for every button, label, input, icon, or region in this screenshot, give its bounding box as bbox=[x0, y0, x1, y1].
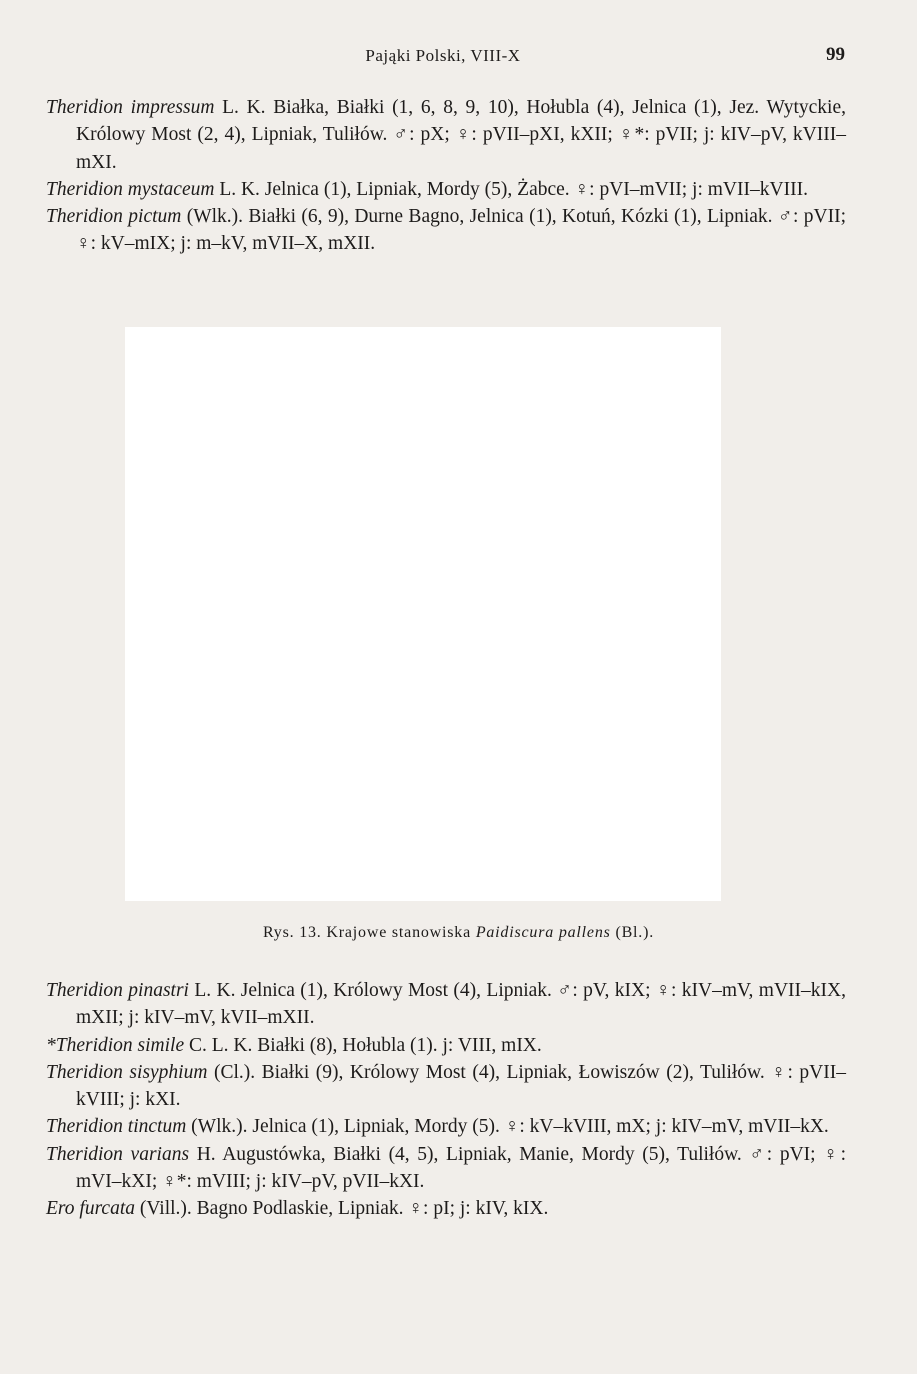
species-name: Theridion tinctum bbox=[46, 1116, 187, 1138]
species-entry bbox=[46, 1141, 846, 1196]
species-entry bbox=[46, 94, 846, 176]
species-entry bbox=[46, 1032, 846, 1059]
species-entry bbox=[46, 1195, 846, 1222]
page-number: 99 bbox=[826, 44, 845, 65]
species-name: Theridion varians bbox=[46, 1143, 190, 1165]
figure-map-area bbox=[125, 327, 721, 901]
figure-caption bbox=[0, 924, 917, 942]
species-name: Theridion mystaceum bbox=[46, 178, 215, 200]
species-records: H. Augustówka, Białki (4, 5), Lipniak, Manie, Mordy (5), Tuliłów. ♂: pVI; ♀: mVI–kXI; ♀*: mVIII; j: kIV–pV, pVII–kXI. bbox=[76, 1143, 846, 1193]
species-name: Theridion pictum bbox=[46, 206, 182, 228]
species-entry bbox=[46, 1113, 846, 1140]
caption-prefix: Rys. 13. Krajowe stanowiska bbox=[262, 924, 476, 941]
species-entry bbox=[46, 977, 846, 1032]
species-records: L. K. Jelnica (1), Lipniak, Mordy (5), Żabce. ♀: pVI–mVII; j: mVII–kVIII. bbox=[214, 178, 808, 200]
species-records: C. L. K. Białki (8), Hołubla (1). j: VIII, mIX. bbox=[184, 1034, 542, 1056]
species-entry bbox=[46, 176, 846, 203]
species-name: *Theridion simile bbox=[46, 1034, 185, 1056]
species-records: L. K. Jelnica (1), Królowy Most (4), Lipniak. ♂: pV, kIX; ♀: kIV–mV, mVII–kIX, mXII; j: kIV–mV, kVII–mXII. bbox=[76, 980, 846, 1029]
species-entry bbox=[46, 1059, 846, 1114]
species-name: Theridion sisyphium bbox=[46, 1061, 208, 1083]
species-list-top bbox=[46, 94, 846, 258]
species-entry bbox=[46, 203, 846, 258]
caption-species: Paidiscura pallens bbox=[475, 924, 611, 941]
species-name: Ero furcata bbox=[46, 1198, 136, 1220]
species-records: L. K. Białka, Białki (1, 6, 8, 9, 10), Hołubla (4), Jelnica (1), Jez. Wytyckie, Królowy Most (2, 4), Lipniak, Tuliłów. ♂: pX; ♀: pVII–pXI, kXII; ♀*: pVII; j: kIV–pV, kVIII–mXI. bbox=[76, 97, 846, 173]
running-head bbox=[0, 46, 917, 70]
species-records: (Vill.). Bagno Podlaskie, Lipniak. ♀: pI; j: kIV, kIX. bbox=[135, 1198, 549, 1220]
species-name: Theridion pinastri bbox=[46, 980, 189, 1001]
caption-suffix: (Bl.). bbox=[610, 924, 655, 941]
species-name: Theridion impressum bbox=[46, 97, 215, 118]
species-records: (Wlk.). Jelnica (1), Lipniak, Mordy (5). ♀: kV–kVIII, mX; j: kIV–mV, mVII–kX. bbox=[186, 1116, 829, 1138]
species-list-bottom bbox=[46, 977, 846, 1223]
species-records: (Wlk.). Białki (6, 9), Durne Bagno, Jelnica (1), Kotuń, Kózki (1), Lipniak. ♂: pVII; ♀: kV–mIX; j: m–kV, mVII–X, mXII. bbox=[76, 206, 846, 255]
running-head-title: Pająki Polski, VIII-X bbox=[365, 46, 521, 65]
species-records: (Cl.). Białki (9), Królowy Most (4), Lipniak, Łowiszów (2), Tuliłów. ♀: pVII–kVIII; j: kXI. bbox=[76, 1061, 846, 1111]
